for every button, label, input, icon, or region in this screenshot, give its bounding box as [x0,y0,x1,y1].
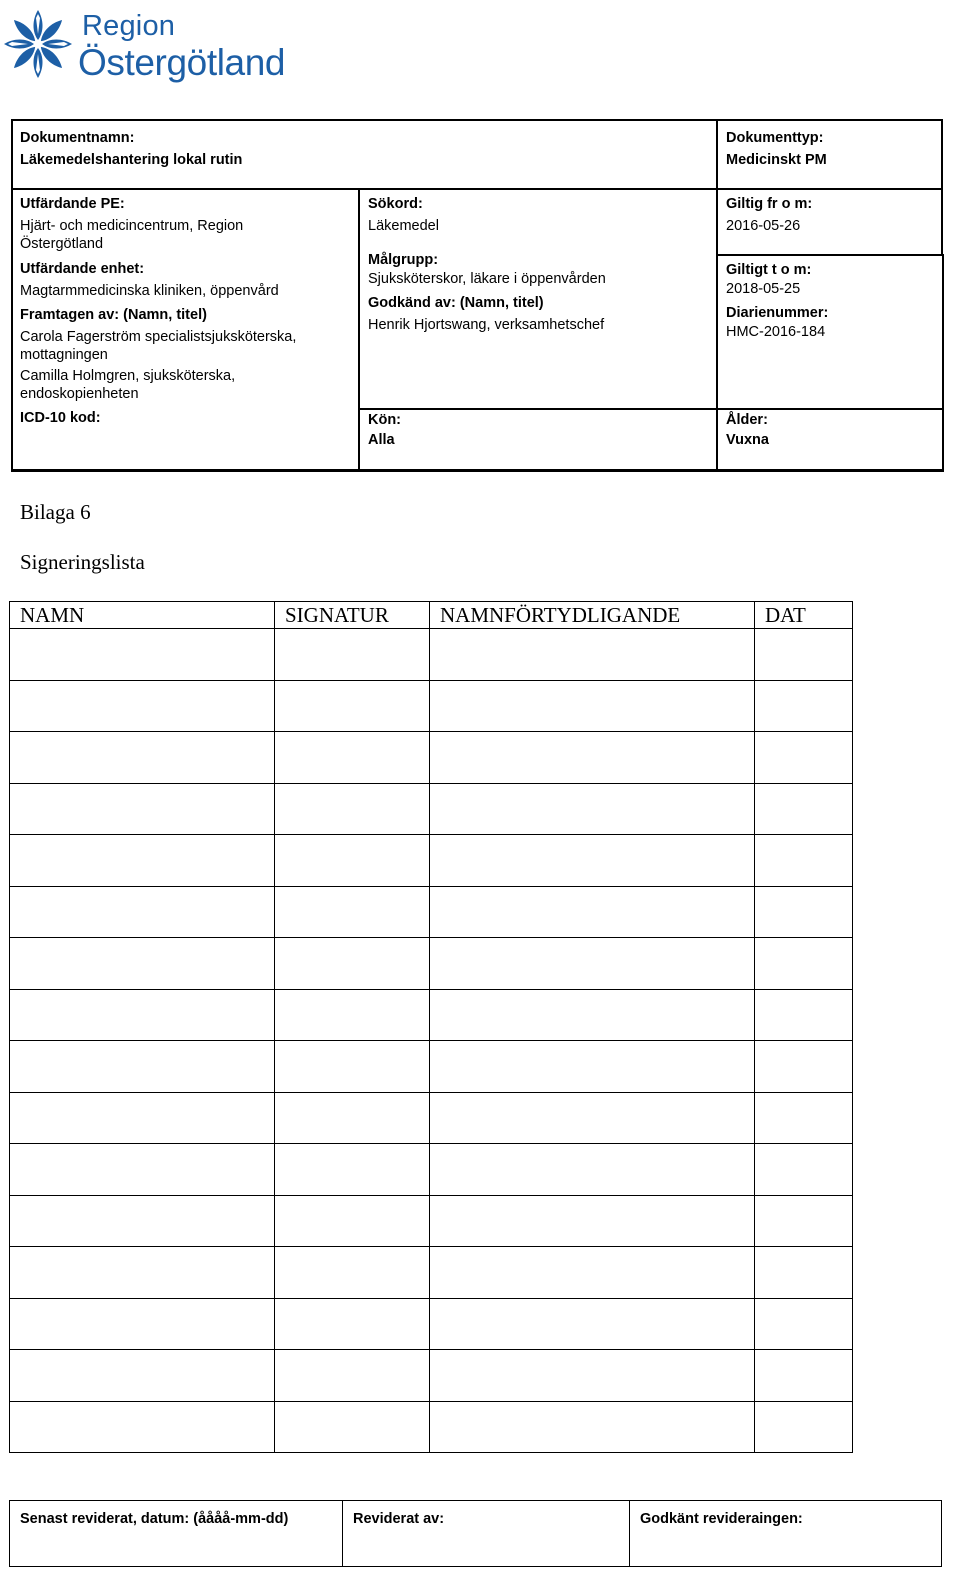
signature-row [10,886,853,938]
signature-row [10,732,853,784]
framtagen-value-1: Carola Fagerström specialistsjuksköterska, [20,329,297,345]
dokumentnamn-label: Dokumentnamn: [20,130,135,146]
header-col2 [360,195,714,334]
signature-cell-signatur[interactable] [275,1298,430,1350]
signature-cell-signatur[interactable] [275,835,430,887]
column-header-namn: NAMN [10,602,275,629]
column-header-namnfortydligande: NAMNFÖRTYDLIGANDE [430,602,755,629]
giltig-fr-value: 2016-05-26 [726,218,801,234]
signature-cell-namnfortydligande[interactable] [430,938,755,990]
signature-row [10,1247,853,1299]
framtagen-value-4: endoskopienheten [20,386,139,402]
alder-cell [718,411,940,449]
kon-cell [360,411,714,449]
utfardande-enhet-label: Utfärdande enhet: [20,261,145,277]
signature-cell-namnfortydligande[interactable] [430,1401,755,1453]
diarienummer-value: HMC-2016-184 [726,324,826,340]
signature-cell-signatur[interactable] [275,938,430,990]
utfardande-pe-value-2: Östergötland [20,236,104,252]
signature-cell-signatur[interactable] [275,1041,430,1093]
signature-cell-namnfortydligande[interactable] [430,629,755,681]
header-right-border [941,188,943,256]
header-right-border-lower [942,254,944,471]
icd-label: ICD-10 kod: [20,410,101,426]
dokumenttyp-value: Medicinskt PM [726,152,827,168]
senast-reviderat-field[interactable]: Senast reviderat, datum: (åååå-mm-dd) [10,1501,343,1566]
signature-cell-signatur[interactable] [275,783,430,835]
dokumentnamn-value: Läkemedelshantering lokal rutin [20,152,243,168]
signature-cell-datum[interactable] [755,938,853,990]
signature-row [10,1144,853,1196]
signature-cell-namn[interactable] [10,1144,275,1196]
signature-cell-signatur[interactable] [275,1092,430,1144]
utfardande-enhet-value: Magtarmmedicinska kliniken, öppenvård [20,283,279,299]
sokord-label: Sökord: [368,196,423,212]
signature-cell-namn[interactable] [10,886,275,938]
framtagen-value-3: Camilla Holmgren, sjuksköterska, [20,368,236,384]
header-col3-line-1 [716,254,944,256]
signature-cell-datum[interactable] [755,629,853,681]
malgrupp-label: Målgrupp: [368,252,439,268]
signature-row [10,938,853,990]
signature-cell-datum[interactable] [755,783,853,835]
signature-row [10,1298,853,1350]
reviderat-av-field[interactable]: Reviderat av: [343,1501,630,1566]
godkand-label: Godkänd av: (Namn, titel) [368,295,544,311]
signature-cell-signatur[interactable] [275,1144,430,1196]
signature-cell-namn[interactable] [10,680,275,732]
malgrupp-value: Sjuksköterskor, läkare i öppenvården [368,271,606,287]
dokumenttyp-label: Dokumenttyp: [726,130,824,146]
giltigt-to-value: 2018-05-25 [726,281,801,297]
dokumenttyp-cell [718,129,940,169]
signature-row [10,1041,853,1093]
revision-footer [9,1500,942,1567]
signature-cell-namn[interactable] [10,629,275,681]
utfardande-pe-value-1: Hjärt- och medicincentrum, Region [20,218,244,234]
signature-cell-namnfortydligande[interactable] [430,732,755,784]
header-bottom-border [11,469,944,472]
signature-cell-namnfortydligande[interactable] [430,1041,755,1093]
signature-cell-namnfortydligande[interactable] [430,783,755,835]
signature-cell-signatur[interactable] [275,629,430,681]
diarienummer-label: Diarienummer: [726,305,829,321]
framtagen-value-2: mottagningen [20,347,108,363]
giltig-fr-cell [718,195,940,235]
kon-value: Alla [368,432,395,448]
signature-cell-datum[interactable] [755,1144,853,1196]
signature-cell-namnfortydligande[interactable] [430,989,755,1041]
header-row-2-top [11,188,943,190]
signature-cell-datum[interactable] [755,1247,853,1299]
signature-cell-signatur[interactable] [275,886,430,938]
signature-cell-namnfortydligande[interactable] [430,1092,755,1144]
signature-row [10,680,853,732]
signature-cell-namnfortydligande[interactable] [430,1350,755,1402]
signature-cell-datum[interactable] [755,1092,853,1144]
utfardande-pe-label: Utfärdande PE: [20,196,125,212]
signature-cell-namn[interactable] [10,1041,275,1093]
signature-cell-namn[interactable] [10,732,275,784]
region-logo [0,4,300,84]
signature-cell-namn[interactable] [10,1350,275,1402]
alder-value: Vuxna [726,432,769,448]
signature-cell-namn[interactable] [10,783,275,835]
sokord-value: Läkemedel [368,218,439,234]
signature-cell-datum[interactable] [755,1401,853,1453]
giltigt-to-cell [718,261,940,341]
signature-cell-namnfortydligande[interactable] [430,1195,755,1247]
kon-label: Kön: [368,412,402,428]
signature-cell-namnfortydligande[interactable] [430,835,755,887]
signature-cell-signatur[interactable] [275,989,430,1041]
column-header-datum: DAT [755,602,853,629]
signature-cell-namn[interactable] [10,1247,275,1299]
column-header-signatur: SIGNATUR [275,602,430,629]
signature-cell-datum[interactable] [755,732,853,784]
signature-row [10,1401,853,1453]
signature-cell-namnfortydligande[interactable] [430,1144,755,1196]
alder-label: Ålder: [726,412,768,428]
signature-cell-signatur[interactable] [275,1350,430,1402]
signeringslista-title: Signeringslista [20,550,145,574]
signature-cell-datum[interactable] [755,886,853,938]
giltig-fr-label: Giltig fr o m: [726,196,813,212]
signature-row [10,835,853,887]
logo-text-ostergotland: Östergötland [78,42,286,83]
signature-table [9,601,853,1453]
signature-cell-datum[interactable] [755,1195,853,1247]
signature-cell-datum[interactable] [755,1298,853,1350]
signature-cell-datum[interactable] [755,1350,853,1402]
signature-row [10,629,853,681]
signature-cell-datum[interactable] [755,680,853,732]
signature-cell-namn[interactable] [10,1195,275,1247]
godkand-value: Henrik Hjortswang, verksamhetschef [368,317,605,333]
signature-row [10,783,853,835]
logo-text-region: Region [82,10,176,42]
signature-cell-signatur[interactable] [275,680,430,732]
signature-row [10,1195,853,1247]
signature-row [10,1350,853,1402]
signature-cell-namnfortydligande[interactable] [430,680,755,732]
signature-cell-datum[interactable] [755,989,853,1041]
framtagen-label: Framtagen av: (Namn, titel) [20,307,207,323]
signature-cell-namn[interactable] [10,835,275,887]
signature-cell-namn[interactable] [10,1092,275,1144]
signature-cell-namnfortydligande[interactable] [430,886,755,938]
signature-cell-namn[interactable] [10,1298,275,1350]
signature-cell-datum[interactable] [755,835,853,887]
signature-cell-namnfortydligande[interactable] [430,1298,755,1350]
signature-cell-namn[interactable] [10,938,275,990]
dokumentnamn-cell [12,129,712,169]
signature-cell-namnfortydligande[interactable] [430,1247,755,1299]
header-line-above-kon [358,408,944,410]
signature-cell-signatur[interactable] [275,1401,430,1453]
header-col1 [12,195,356,427]
signature-cell-signatur[interactable] [275,732,430,784]
signature-cell-namn[interactable] [10,1401,275,1453]
bilaga-heading: Bilaga 6 [20,500,91,524]
godkant-revideringen-field[interactable]: Godkänt revideraingen: [640,1511,803,1527]
signature-cell-namn[interactable] [10,989,275,1041]
giltigt-to-label: Giltigt t o m: [726,262,812,278]
signature-header-row [10,602,853,629]
signature-row [10,1092,853,1144]
signature-cell-signatur[interactable] [275,1247,430,1299]
signature-cell-datum[interactable] [755,1041,853,1093]
signature-row [10,989,853,1041]
region-ostergotland-flower-icon [0,6,76,82]
signature-cell-signatur[interactable] [275,1195,430,1247]
